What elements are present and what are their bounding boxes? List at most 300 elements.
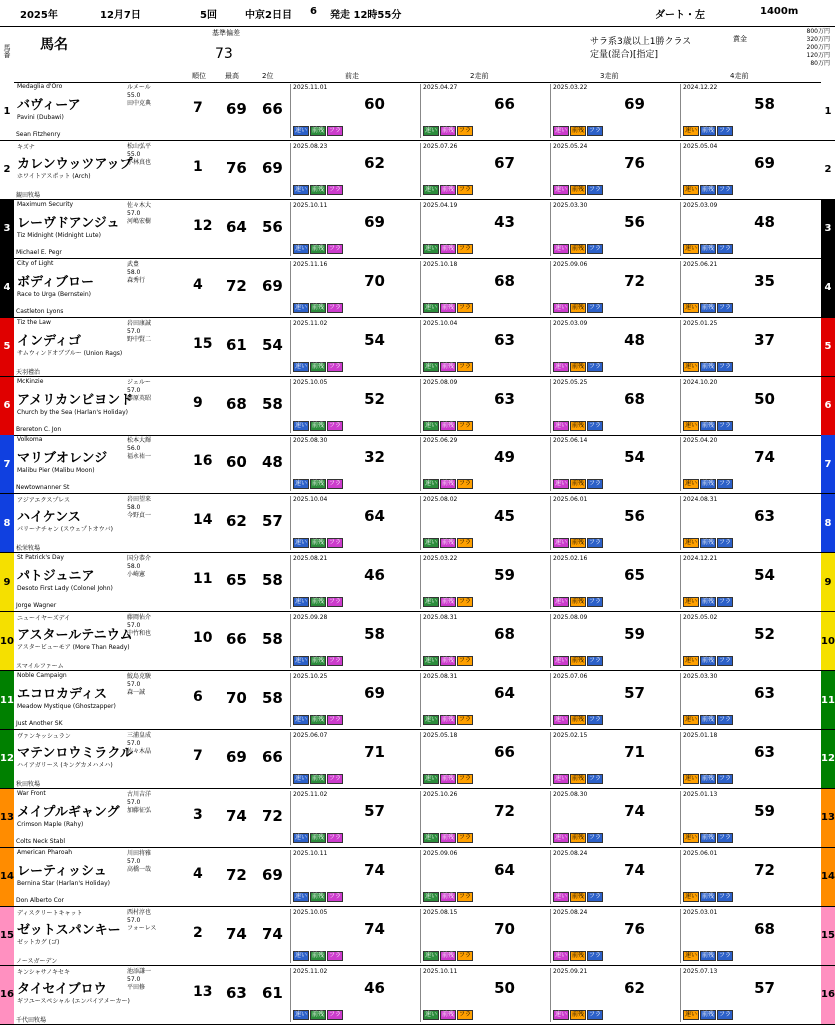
past-race-score: 45 xyxy=(494,507,515,526)
race-tag: 速い xyxy=(555,1010,568,1018)
sire-name: Noble Campaign xyxy=(17,672,67,679)
race-tag: 速い xyxy=(685,185,698,193)
race-tag: 前残 xyxy=(702,657,715,665)
race-tag: 前残 xyxy=(572,127,585,134)
race-date: 2025.01.18 xyxy=(683,731,718,739)
past-race-score: 54 xyxy=(754,566,775,585)
carried-weight: 57.0 xyxy=(127,857,141,865)
race-tags xyxy=(553,479,604,489)
second-score: 48 xyxy=(262,453,283,472)
race-date: 2024.12.21 xyxy=(683,555,718,563)
race-tag: 速い xyxy=(685,303,698,311)
dam-name: ハイアガリース (キングカメハメハ) xyxy=(17,761,113,769)
past-race-score: 46 xyxy=(364,566,385,585)
rank-value: 16 xyxy=(193,453,213,470)
race-tag: フラ xyxy=(459,657,472,665)
past-race-1 xyxy=(290,84,417,138)
gate-number: 16 xyxy=(0,966,14,1024)
jockey-name: 松山弘平 xyxy=(127,142,152,150)
jockey-name: 三浦皇成 xyxy=(127,731,152,739)
past-race-score: 64 xyxy=(494,684,515,702)
horse-name: アスタールテニウム xyxy=(17,628,133,644)
past-race-4 xyxy=(680,909,807,963)
col-prev4: 4走前 xyxy=(730,72,749,80)
year: 2025年 xyxy=(20,10,58,21)
race-tag: 速い xyxy=(685,716,698,723)
gate-number: 1 xyxy=(0,82,14,140)
second-score: 58 xyxy=(262,630,283,649)
race-date: 2025.03.09 xyxy=(553,319,588,327)
race-date: 2025.11.01 xyxy=(293,84,328,91)
race-date: 2025.11.16 xyxy=(293,260,328,268)
rank-value: 13 xyxy=(193,983,213,1000)
race-tags xyxy=(293,833,344,843)
race-tags xyxy=(553,833,604,843)
past-race-score: 48 xyxy=(754,212,775,231)
dam-name: Pavini (Dubawi) xyxy=(17,114,64,121)
race-tag: 前残 xyxy=(702,892,715,900)
race-tag: 速い xyxy=(295,774,308,782)
breeder-name: 松栄牧場 xyxy=(16,545,41,553)
jockey-info xyxy=(127,496,187,520)
race-tags xyxy=(293,656,344,666)
race-tag: フラ xyxy=(459,539,472,547)
race-date: 2025.07.13 xyxy=(683,967,718,975)
horse-row[interactable] xyxy=(0,377,835,436)
race-tag: フラ xyxy=(329,774,342,782)
race-tag: フラ xyxy=(459,127,472,134)
rank-value: 10 xyxy=(193,630,213,647)
jockey-info xyxy=(127,320,187,344)
second-score: 57 xyxy=(262,512,283,531)
trainer-name: 中竹和也 xyxy=(127,630,152,638)
race-tag: フラ xyxy=(459,362,472,370)
race-tag: 速い xyxy=(295,892,308,900)
jockey-info xyxy=(127,437,187,461)
race-tag: 前残 xyxy=(702,421,715,429)
race-tag: 前残 xyxy=(312,774,325,782)
sire-name: ヴァンキッシュラン xyxy=(17,732,71,740)
race-tag: 速い xyxy=(425,362,438,370)
horse-row[interactable] xyxy=(0,907,835,966)
past-race-4 xyxy=(680,732,807,786)
past-race-3 xyxy=(550,555,677,609)
trainer-name: 藤原英昭 xyxy=(127,394,152,402)
past-race-3 xyxy=(550,437,677,491)
race-tag: フラ xyxy=(589,774,602,782)
race-tag: 前残 xyxy=(702,774,715,782)
past-race-score: 56 xyxy=(624,507,645,526)
race-tag: 速い xyxy=(555,657,568,665)
race-tag: 前残 xyxy=(702,598,715,606)
race-tag: 前残 xyxy=(312,951,325,959)
race-tag: フラ xyxy=(459,598,472,606)
race-tag: 速い xyxy=(425,127,438,134)
past-race-2 xyxy=(420,437,547,491)
rank-value: 4 xyxy=(193,865,203,882)
dam-name: ゼットカグ (ゴ) xyxy=(17,938,60,946)
past-race-4 xyxy=(680,614,807,668)
race-tag: フラ xyxy=(329,716,342,723)
past-race-3 xyxy=(550,850,677,904)
best-score: 65 xyxy=(226,571,247,590)
race-tag: 前残 xyxy=(702,244,715,252)
race-tag: 前残 xyxy=(442,244,455,252)
dam-name: ホワイトアスポット (Arch) xyxy=(17,172,91,180)
race-date: 2025.06.01 xyxy=(553,496,588,504)
race-tag: 前残 xyxy=(442,951,455,959)
best-score: 69 xyxy=(226,747,247,766)
race-tags xyxy=(683,479,734,489)
past-race-2 xyxy=(420,673,547,727)
past-race-score: 74 xyxy=(754,448,775,467)
race-tag: 速い xyxy=(555,598,568,606)
jockey-info xyxy=(127,791,187,815)
gate-number: 6 xyxy=(0,377,14,435)
race-tag: 速い xyxy=(425,421,438,429)
best-score: 68 xyxy=(226,394,247,413)
carried-weight: 58.0 xyxy=(127,563,141,571)
sire-name: ディスクリートキャット xyxy=(17,909,83,917)
race-tags xyxy=(293,892,344,902)
horse-row[interactable] xyxy=(0,966,835,1025)
race-tag: フラ xyxy=(329,833,342,841)
race-tag: 前残 xyxy=(312,716,325,723)
breeder-name: Sean Fitzhenry xyxy=(16,131,61,138)
race-date: 2025.09.21 xyxy=(553,967,588,975)
race-tag: フラ xyxy=(589,185,602,193)
race-tag: 前残 xyxy=(442,362,455,370)
race-tag: 前残 xyxy=(442,185,455,193)
race-tag: フラ xyxy=(719,421,732,429)
past-race-1 xyxy=(290,791,417,845)
start-time: 発走 12時55分 xyxy=(330,10,402,21)
race-tag: 速い xyxy=(555,774,568,782)
sire-name: American Pharoah xyxy=(17,848,73,856)
jockey-name: 武豊 xyxy=(127,260,140,268)
race-tag: 速い xyxy=(425,1010,438,1018)
race-tags xyxy=(293,479,344,489)
horse-row[interactable] xyxy=(0,553,835,612)
past-race-score: 48 xyxy=(624,330,645,349)
trainer-name: 小崎憲 xyxy=(127,571,146,579)
trainer-name: 田中克典 xyxy=(127,100,152,107)
race-tag: 速い xyxy=(555,303,568,311)
past-race-2 xyxy=(420,555,547,609)
jockey-name: ジェルー xyxy=(127,378,151,386)
past-race-1 xyxy=(290,202,417,256)
race-tag: フラ xyxy=(329,657,342,665)
race-tag: フラ xyxy=(459,833,472,841)
breeder-name: Michael E. Pegr xyxy=(16,248,62,256)
dam-name: ギフユースペシャル (エンパイアメーカー) xyxy=(17,997,130,1005)
past-race-score: 66 xyxy=(494,95,515,113)
race-tag: フラ xyxy=(719,716,732,723)
race-tag: 速い xyxy=(295,244,308,252)
gate-number: 9 xyxy=(821,553,835,611)
race-tag: 速い xyxy=(685,244,698,252)
past-race-score: 66 xyxy=(494,742,515,761)
race-tag: 速い xyxy=(685,774,698,782)
gate-number: 7 xyxy=(0,435,14,493)
past-race-2 xyxy=(420,143,547,197)
race-tag: 前残 xyxy=(312,303,325,311)
horse-row[interactable] xyxy=(0,730,835,789)
horse-name: インディゴ xyxy=(17,333,81,349)
race-tags xyxy=(553,421,604,431)
race-date: 2025.03.22 xyxy=(553,84,588,91)
race-tag: 前残 xyxy=(312,892,325,900)
gate-number: 14 xyxy=(0,848,14,906)
gate-number: 16 xyxy=(821,966,835,1024)
race-date: 2024.12.22 xyxy=(683,84,718,91)
date: 12月7日 xyxy=(100,10,141,21)
past-race-2 xyxy=(420,320,547,374)
past-race-4 xyxy=(680,261,807,315)
race-tag: 前残 xyxy=(572,657,585,665)
race-date: 2025.06.21 xyxy=(683,260,718,268)
race-date: 2025.04.27 xyxy=(423,84,458,91)
race-tag: フラ xyxy=(719,598,732,606)
carried-weight: 58.0 xyxy=(127,268,141,276)
horse-row[interactable] xyxy=(0,789,835,848)
horse-row[interactable] xyxy=(0,671,835,730)
race-tag: 前残 xyxy=(702,1010,715,1018)
horse-name: バヴィーア xyxy=(17,98,81,113)
past-race-score: 70 xyxy=(364,271,385,290)
second-score: 66 xyxy=(262,100,283,118)
horse-row[interactable] xyxy=(0,494,835,553)
gate-number: 8 xyxy=(0,494,14,552)
dam-name: アスタービューモア (More Than Ready) xyxy=(17,644,130,652)
gate-number: 4 xyxy=(0,259,14,317)
race-tag: 速い xyxy=(685,598,698,606)
rank-value: 9 xyxy=(193,394,203,411)
past-race-score: 64 xyxy=(364,507,385,526)
jockey-name: 古川吉洋 xyxy=(127,790,152,798)
race-tag: 速い xyxy=(685,480,698,488)
horse-row[interactable] xyxy=(0,612,835,671)
trainer-name: 高橋一哉 xyxy=(127,865,152,873)
gate-number: 3 xyxy=(0,200,14,258)
gate-number: 2 xyxy=(821,141,835,199)
race-tags xyxy=(553,1010,604,1020)
past-race-1 xyxy=(290,261,417,315)
past-race-3 xyxy=(550,909,677,963)
jockey-info xyxy=(127,379,187,403)
race-tags xyxy=(423,715,474,725)
race-tags xyxy=(423,244,474,254)
jockey-info xyxy=(127,614,187,638)
jockey-info xyxy=(127,968,187,992)
race-tags xyxy=(423,951,474,961)
carried-weight: 57.0 xyxy=(127,739,141,747)
race-date: 2025.11.02 xyxy=(293,319,328,327)
race-tag: 前残 xyxy=(572,951,585,959)
race-tag: フラ xyxy=(719,303,732,311)
race-tag: 速い xyxy=(425,951,438,959)
past-race-score: 68 xyxy=(754,919,775,938)
race-tags xyxy=(423,126,474,136)
horse-row[interactable] xyxy=(0,141,835,200)
race-tags xyxy=(553,362,604,372)
race-tag: 速い xyxy=(555,185,568,193)
race-tag: 速い xyxy=(295,480,308,488)
race-tag: フラ xyxy=(329,421,342,429)
past-race-score: 65 xyxy=(624,566,645,585)
race-tag: 前残 xyxy=(702,185,715,193)
horse-row[interactable] xyxy=(0,848,835,907)
race-tag: 速い xyxy=(685,951,698,959)
jockey-info xyxy=(127,909,187,933)
race-tags xyxy=(683,421,734,431)
past-race-4 xyxy=(680,850,807,904)
sire-name: キンシャサノキセキ xyxy=(17,968,71,976)
gate-number: 10 xyxy=(821,612,835,670)
past-race-score: 63 xyxy=(494,330,515,349)
sire-name: McKinzie xyxy=(17,377,44,385)
jockey-name: 池添謙一 xyxy=(127,967,152,975)
carried-weight: 57.0 xyxy=(127,975,141,983)
carried-weight: 57.0 xyxy=(127,209,141,217)
race-date: 2025.10.05 xyxy=(293,378,328,386)
past-race-score: 60 xyxy=(364,95,385,113)
race-tag: 前残 xyxy=(312,362,325,370)
rank-value: 12 xyxy=(193,217,213,234)
past-race-3 xyxy=(550,143,677,197)
prize-list: 800万円 320万円 200万円 120万円 80万円 xyxy=(806,28,830,67)
race-tag: フラ xyxy=(329,598,342,606)
race-tag: フラ xyxy=(589,244,602,252)
race-tag: 速い xyxy=(555,833,568,841)
second-score: 69 xyxy=(262,865,283,884)
race-tags xyxy=(293,774,344,784)
past-race-score: 59 xyxy=(754,801,775,820)
race-tag: 前残 xyxy=(312,539,325,547)
race-date: 2024.10.20 xyxy=(683,378,718,386)
past-race-score: 46 xyxy=(364,978,385,997)
race-date: 2025.07.06 xyxy=(553,673,588,680)
horse-name: パトジュニア xyxy=(17,569,95,585)
carried-weight: 57.0 xyxy=(127,681,141,688)
race-tag: フラ xyxy=(459,951,472,959)
race-tag: 速い xyxy=(555,244,568,252)
race-tags xyxy=(553,715,604,725)
race-tags xyxy=(683,774,734,784)
race-tag: フラ xyxy=(329,127,342,134)
gate-number: 10 xyxy=(0,612,14,670)
race-tag: 前残 xyxy=(702,362,715,370)
past-race-score: 68 xyxy=(494,271,515,290)
race-date: 2025.05.04 xyxy=(683,142,718,150)
race-date: 2025.06.01 xyxy=(683,849,718,857)
jockey-name: 松本大輝 xyxy=(127,437,152,445)
race-tag: 速い xyxy=(295,951,308,959)
race-tags xyxy=(293,303,344,313)
horse-row[interactable] xyxy=(0,435,835,494)
race-tags xyxy=(553,951,604,961)
horse-row[interactable] xyxy=(0,259,835,318)
race-tag: 前残 xyxy=(442,892,455,900)
race-tag: フラ xyxy=(459,244,472,252)
horse-name: カレンウッツアップ xyxy=(17,156,133,172)
past-race-4 xyxy=(680,320,807,374)
past-race-3 xyxy=(550,320,677,374)
horse-row[interactable] xyxy=(0,200,835,259)
dam-name: Desoto First Lady (Colonel John) xyxy=(17,585,113,593)
race-tags xyxy=(293,715,344,725)
past-race-2 xyxy=(420,850,547,904)
breeder-name: 秋田牧場 xyxy=(16,780,41,788)
past-race-4 xyxy=(680,143,807,197)
race-tag: 前残 xyxy=(702,539,715,547)
horse-row[interactable] xyxy=(0,82,835,141)
second-score: 66 xyxy=(262,747,283,766)
past-race-4 xyxy=(680,202,807,256)
race-tag: フラ xyxy=(589,303,602,311)
gate-number: 14 xyxy=(821,848,835,906)
race-date: 2025.05.02 xyxy=(683,614,718,622)
col-horse: 馬名 xyxy=(40,37,68,53)
race-tag: 速い xyxy=(295,598,308,606)
race-tag: フラ xyxy=(459,480,472,488)
sire-name: ニューイヤーズデイ xyxy=(17,615,71,623)
col-gate: 馬番 xyxy=(3,44,11,58)
jockey-info xyxy=(127,84,187,108)
gate-number: 13 xyxy=(0,789,14,847)
rank-value: 3 xyxy=(193,806,203,823)
race-tag: 前残 xyxy=(572,303,585,311)
past-race-2 xyxy=(420,379,547,433)
race-tag: フラ xyxy=(459,421,472,429)
gate-number: 1 xyxy=(821,82,835,140)
race-tag: 前残 xyxy=(442,774,455,782)
past-race-1 xyxy=(290,732,417,786)
race-date: 2025.09.28 xyxy=(293,614,328,622)
race-date: 2025.10.04 xyxy=(423,319,458,327)
col-base: 基準偏差 xyxy=(212,29,240,37)
race-tag: 前残 xyxy=(572,892,585,900)
past-race-score: 69 xyxy=(754,153,775,172)
breeder-name: Newtownanner St xyxy=(16,484,70,492)
past-race-score: 68 xyxy=(624,389,645,408)
gate-number: 15 xyxy=(821,907,835,965)
race-tags xyxy=(553,244,604,254)
race-tag: 速い xyxy=(425,716,438,723)
second-score: 61 xyxy=(262,983,283,1002)
race-tag: 速い xyxy=(555,421,568,429)
race-date: 2025.10.11 xyxy=(293,849,328,857)
past-race-1 xyxy=(290,968,417,1022)
race-tag: 速い xyxy=(555,892,568,900)
race-tag: フラ xyxy=(589,539,602,547)
horse-row[interactable] xyxy=(0,318,835,377)
trainer-name: 森秀行 xyxy=(127,276,146,284)
race-date: 2025.08.15 xyxy=(423,908,458,916)
race-tag: 速い xyxy=(295,539,308,547)
race-tag: フラ xyxy=(589,833,602,841)
trainer-name: 河嶋宏樹 xyxy=(127,217,152,225)
race-tags xyxy=(423,538,474,548)
trainer-name: 平田修 xyxy=(127,983,146,991)
past-race-3 xyxy=(550,202,677,256)
race-date: 2025.10.04 xyxy=(293,496,328,504)
rank-value: 15 xyxy=(193,335,213,352)
race-tags xyxy=(553,538,604,548)
race-date: 2025.01.13 xyxy=(683,790,718,798)
race-tags xyxy=(423,421,474,431)
race-tags xyxy=(293,951,344,961)
